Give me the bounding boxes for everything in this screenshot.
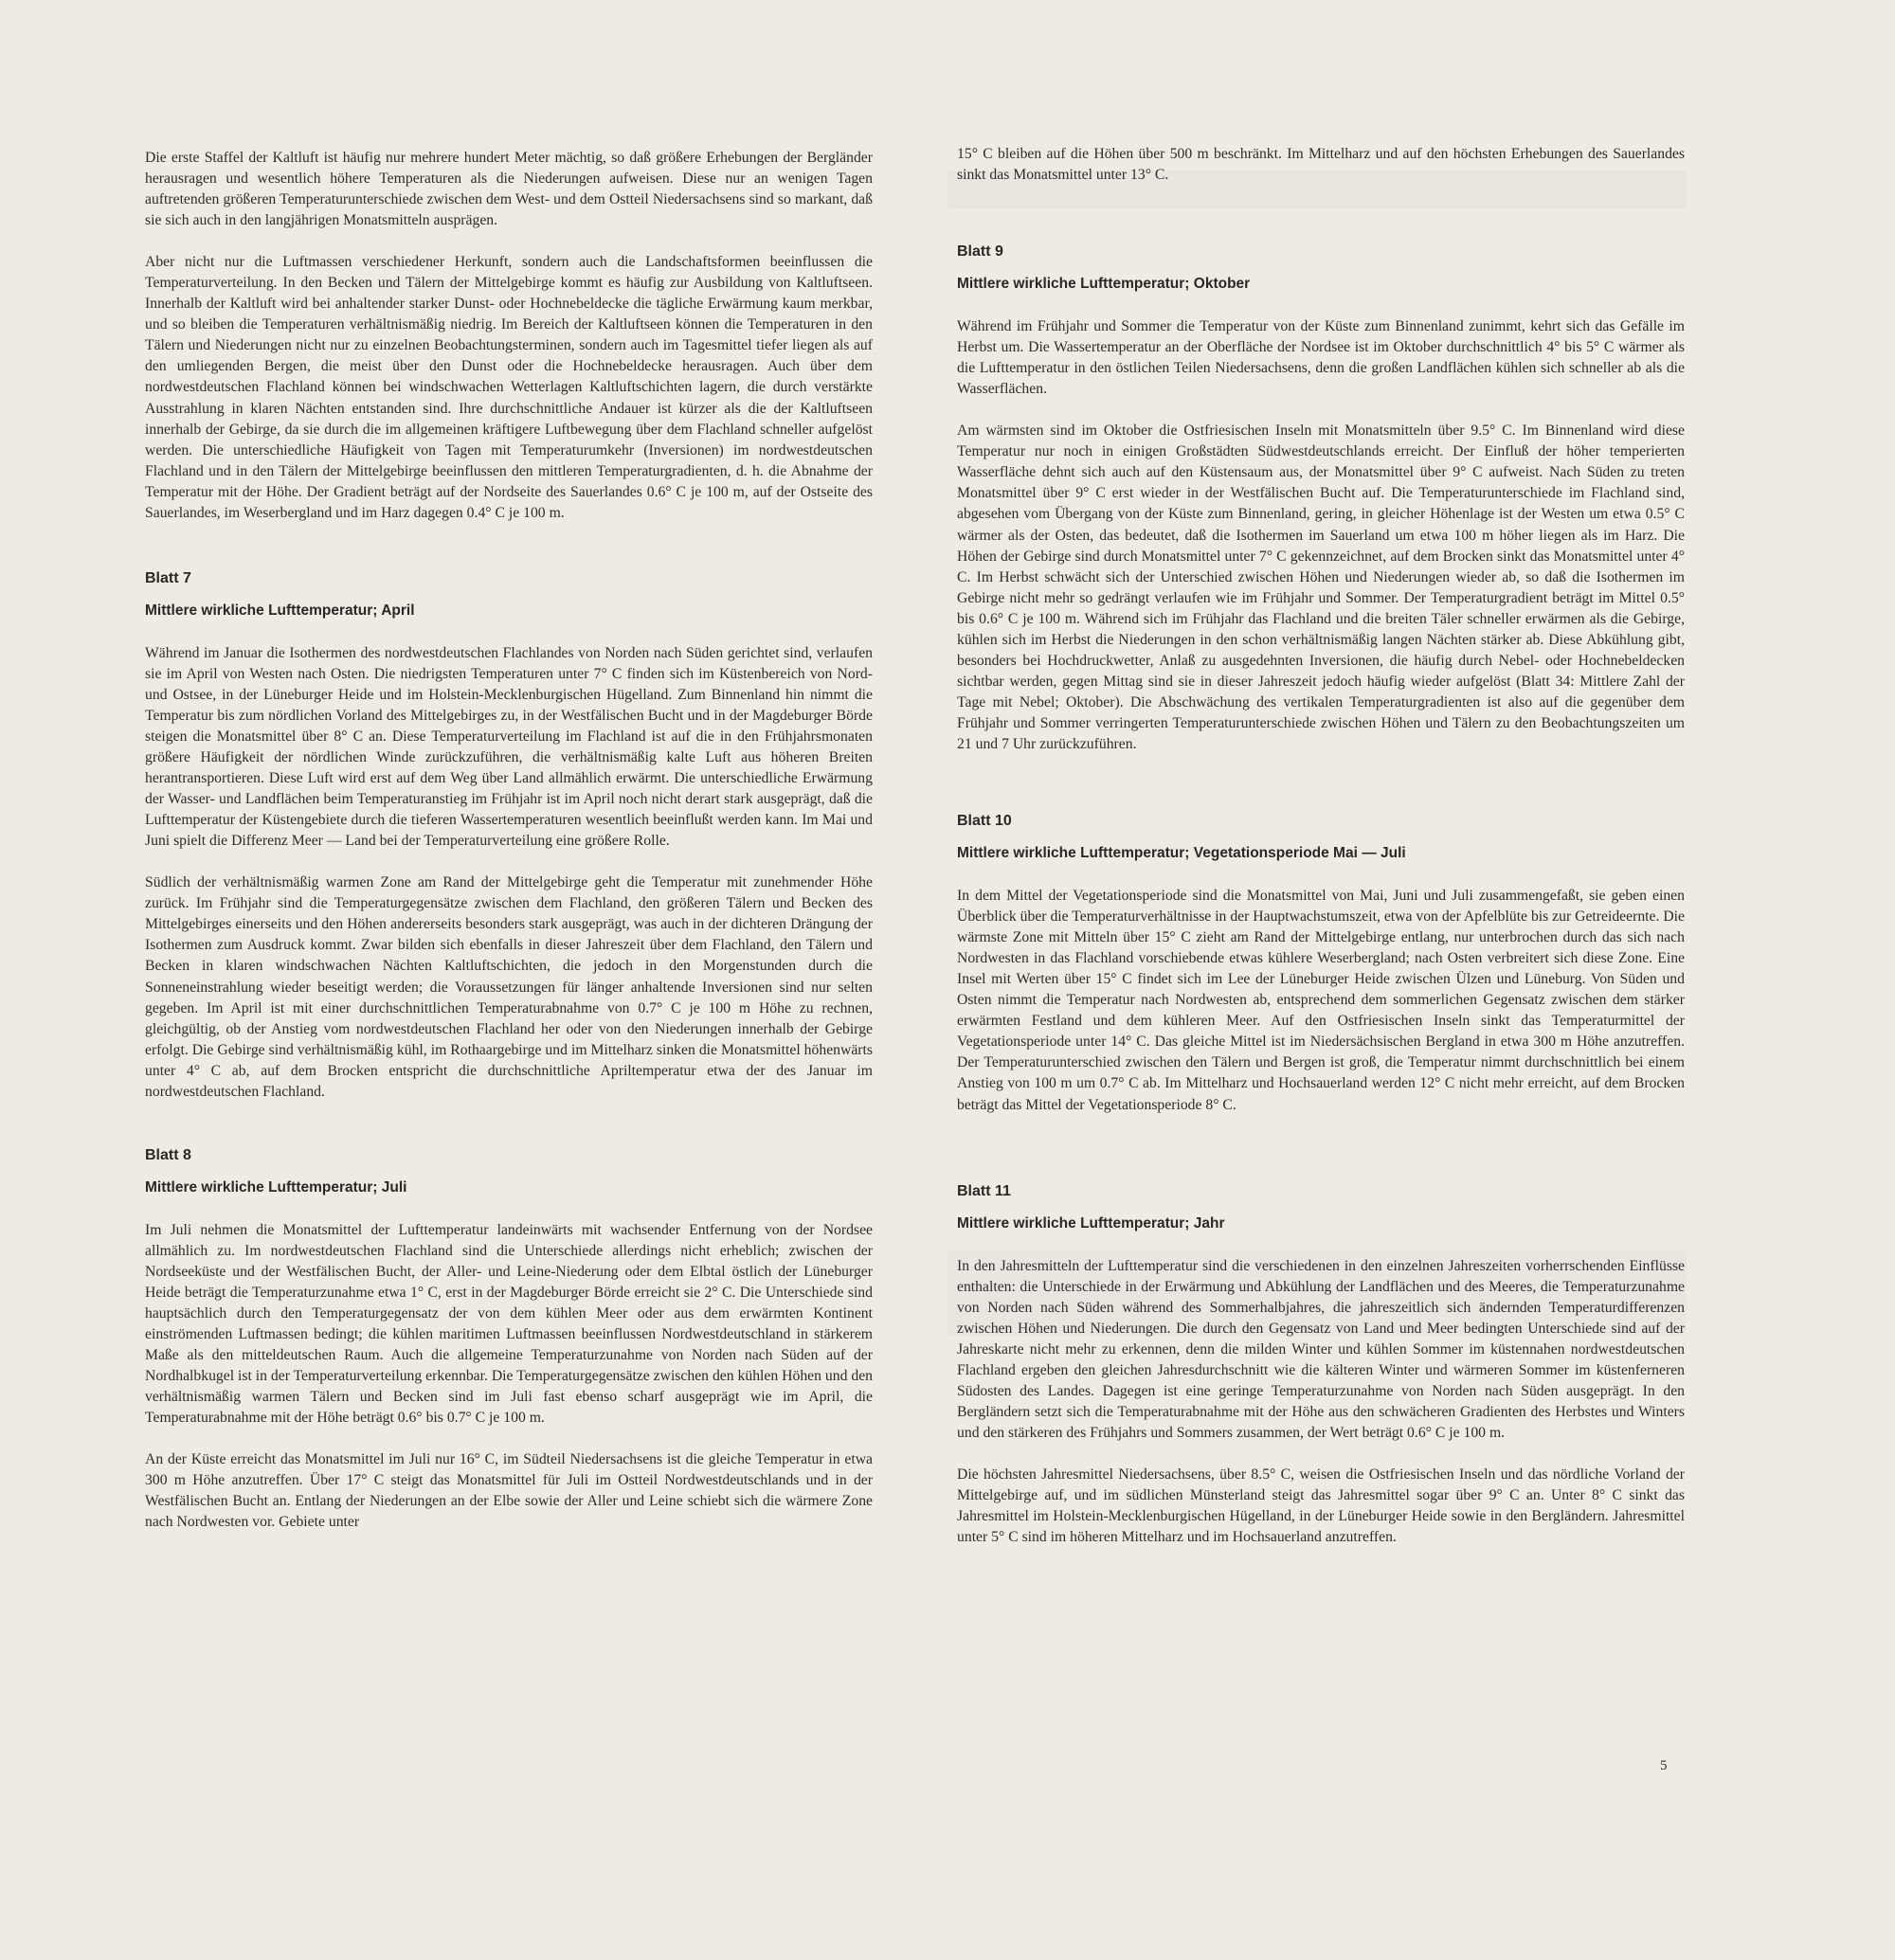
paragraph: Am wärmsten sind im Oktober die Ostfriesischen Inseln mit Monatsmitteln über 9.5° C. Im Binnenland wird diese Temperatur nur noch in einigen Großstädten Südwestdeutschlands erreicht. Der Einfluß der höher temperierten Wasserfläche dehnt sich auch auf den Küstensaum aus, der Monatsmittel über 9° C aufweist. Nach Süden zu treten Monatsmittel über 9° C erst wieder in der Westfälischen Bucht auf. Die Temperaturunterschiede im Flachland sind, abgesehen vom Übergang von der Küste zum Binnenland, gering, in gleicher Höhenlage ist der Westen um etwa 0.5° C wärmer als der Osten, das bedeutet, daß die Isothermen im Sauerland um etwa 100 m höher liegen als im Harz. Die Höhen der Gebirge sind durch Monatsmittel unter 7° C gekennzeichnet, auf dem Brocken sinkt das Monatsmittel unter 4° C. Im Herbst schwächt sich der Unterschied zwischen Höhen und Niederungen wieder ab, so daß die Isothermen im Gebirge nicht mehr so gedrängt verlaufen wie im Frühjahr und Sommer. Der Temperaturgradient beträgt im Mittel 0.5° bis 0.6° C je 100 m. Während sich im Frühjahr das Flachland und die breiten Täler schneller erwärmen als die Gebirge, kühlen sich im Herbst die Niederungen in den schon verhältnismäßig langen Nächten stärker ab. Diese Abkühlung gibt, besonders bei Hochdruckwetter, Anlaß zu ausgedehnten Inversionen, die häufig durch Nebel- oder Hochnebeldecken sichtbar werden, gegen Mittag sind sie in dieser Jahreszeit jedoch häufig wieder aufgelöst (Blatt 34: Mittlere Zahl der Tage mit Nebel; Oktober). Die Abschwächung des vertikalen Temperaturgradienten ist also auf die gegenüber dem Frühjahr und Sommer verringerten Temperaturunterschiede zwischen Höhen und Tälern zu den Beobachtungszeiten um 21 und 7 Uhr zurückzuführen. (957, 423, 1685, 752)
section-title: Mittlere wirkliche Lufttemperatur; Oktober (957, 276, 1251, 293)
right-column (957, 144, 1685, 1548)
paragraph: Die höchsten Jahresmittel Niedersachsens, über 8.5° C, weisen die Ostfriesischen Inseln und das nördliche Vorland der Mittelgebirge auf, und im südlichen Münsterland steigt das Jahresmittel sogar über 9° C an. Unter 8° C sinkt das Jahresmittel im Holstein-Mecklenburgischen Hügelland, in der Lüneburger Heide sowie in den Bergländern. Jahresmittel unter 5° C sind im höheren Mittelharz und im Hochsauerland anzutreffen. (957, 1466, 1685, 1546)
section-number: Blatt 8 (145, 1146, 191, 1163)
paragraph: An der Küste erreicht das Monatsmittel im Juli nur 16° C, im Südteil Niedersachsens ist die gleiche Temperatur in etwa 300 m Höhe anzutreffen. Über 17° C steigt das Monatsmittel für Juli im Ostteil Nordwestdeutschlands und in der Westfälischen Bucht an. Entlang der Niederungen an der Elbe sowie der Aller und Leine schiebt sich die wärmere Zone nach Nordwesten vor. Gebiete unter (145, 1451, 873, 1531)
paragraph: In den Jahresmitteln der Lufttemperatur sind die verschiedenen in den einzelnen Jahreszeiten vorherrschenden Einflüsse enthalten: die Unterschiede in der Erwärmung und Abkühlung der Landflächen und des Meeres, die Temperaturzunahme von Norden nach Süden während des Sommerhalbjahres, die jahreszeitlich sich ändernden Temperaturdifferenzen zwischen Höhen und Niederungen. Die durch den Gegensatz von Land und Meer bedingten Unterschiede sind auf der Jahreskarte nicht mehr zu erkennen, denn die milden Winter und kühlen Sommer im küstennahen nordwestdeutschen Flachland ergeben den gleichen Jahresdurchschnitt wie die kälteren Winter und wärmeren Sommer im küstenferneren Südosten des Landes. Dagegen ist eine geringe Temperaturzunahme von Norden nach Süden ausgeprägt. In den Bergländern setzt sich die Temperaturabnahme mit der Höhe aus den schwächeren Gradienten des Herbstes und Winters und den stärkeren des Frühjahrs und Sommers zusammen, der Wert beträgt 0.6° C je 100 m. (957, 1257, 1685, 1441)
section-title: Mittlere wirkliche Lufttemperatur; Vegetationsperiode Mai — Juli (957, 845, 1406, 862)
section-number: Blatt 10 (957, 813, 1012, 830)
paragraph: Südlich der verhältnismäßig warmen Zone am Rand der Mittelgebirge geht die Temperatur mit zunehmender Höhe zurück. Im Frühjahr sind die Temperaturgegensätze zwischen dem Flachland, den größeren Tälern und Becken des Mittelgebirges einerseits und den Höhen andererseits besonders stark ausgeprägt, was auch in der dichteren Drängung der Isothermen zum Ausdruck kommt. Zwar bilden sich ebenfalls in dieser Jahreszeit über dem Flachland, den Tälern und Becken in klaren windschwachen Nächten Kaltluftschichten, die jedoch in den Morgenstunden durch die Sonneneinstrahlung wieder beseitigt werden; die Voraussetzungen für länger anhaltende Inversionen sind nur selten gegeben. Im April ist mit einer durchschnittlichen Temperaturabnahme von 0.7° C je 100 m Höhe zu rechnen, gleichgültig, ob der Anstieg vom nordwestdeutschen Flachland her oder von den Niederungen innerhalb der Gebirge erfolgt. Die Gebirge sind verhältnismäßig kühl, im Rothaargebirge und im Mittelharz sinken die Monatsmittel höhenwärts unter 4° C ab, auf dem Brocken entspricht die durchschnittliche Apriltemperatur etwa der des Januar im nordwestdeutschen Flachland. (145, 874, 873, 1100)
page-number: 5 (1660, 1758, 1668, 1773)
section-title: Mittlere wirkliche Lufttemperatur; Juli (145, 1178, 407, 1196)
paragraph: Während im Frühjahr und Sommer die Temperatur von der Küste zum Binnenland zunimmt, kehrt sich das Gefälle im Herbst um. Die Wassertemperatur an der Oberfläche der Nordsee ist im Oktober durchschnittlich 4° bis 5° C wärmer als die Lufttemperatur in den östlichen Teilen Niedersachsens, denn die großen Landflächen kühlen sich schneller ab als die Wasserflächen. (957, 318, 1685, 398)
paragraph: Während im Januar die Isothermen des nordwestdeutschen Flachlandes von Norden nach Süden gerichtet sind, verlaufen sie im April von Westen nach Osten. Die niedrigsten Temperaturen unter 7° C finden sich im Küstenbereich von Nord- und Ostsee, in der Lüneburger Heide und im Holstein-Mecklenburgischen Hügelland. Zum Binnenland hin nimmt die Temperatur bis zum nördlichen Vorland des Mittelgebirges zu, in der Westfälischen Bucht und in der Magdeburger Börde steigen die Monatsmittel über 8° C an. Diese Temperaturverteilung im Flachland ist auf die in den Frühjahrsmonaten größere Häufigkeit der nördlichen Winde zurückzuführen, die verhältnismäßig kalte Luft aus höheren Breiten herantransportieren. Diese Luft wird erst auf dem Weg über Land allmählich erwärmt. Die unterschiedliche Erwärmung der Wasser- und Landflächen beim Temperaturanstieg im Frühjahr ist im April noch nicht derart stark ausgeprägt, daß die Lufttemperatur der Küstengebiete durch die tieferen Wassertemperaturen wesentlich beeinflußt werden kann. Im Mai und Juni spielt die Differenz Meer — Land bei der Temperaturverteilung eine größere Rolle. (145, 644, 873, 850)
section-number: Blatt 11 (957, 1182, 1011, 1199)
section-title: Mittlere wirkliche Lufttemperatur; April (145, 602, 415, 619)
paragraph: Die erste Staffel der Kaltluft ist häufig nur mehrere hundert Meter mächtig, so daß größere Erhebungen der Bergländer herausragen und wesentlich höhere Temperaturen als die Niederungen aufweisen. Diese nur an wenigen Tagen auftretenden größeren Temperaturunterschiede zwischen dem West- und dem Ostteil Niedersachsens sind so markant, daß sie sich auch in den langjährigen Monatsmitteln ausprägen. (145, 150, 873, 229)
paragraph: Im Juli nehmen die Monatsmittel der Lufttemperatur landeinwärts mit wachsender Entfernung von der Nordsee allmählich zu. Im nordwestdeutschen Flachland sind die Unterschiede allerdings nicht erheblich; zwischen der Nordseeküste und der Westfälischen Bucht, der Aller- und Leine-Niederung oder dem Elbtal östlich der Lüneburger Heide beträgt die Temperaturzunahme etwa 1° C, erst in der Magdeburger Börde erreicht sie 2° C. Die Unterschiede sind hauptsächlich durch den Temperaturgegensatz der von dem kühlen Meer oder aus dem erwärmten Kontinent einströmenden Luftmassen bedingt; die kühlen maritimen Luftmassen beeinflussen Nordwestdeutschland in stärkerem Maße als den mitteldeutschen Raum. Auch die allgemeine Temperaturzunahme von Norden nach Süden auf der Nordhalbkugel ist in der Temperaturverteilung erkennbar. Die Temperaturgegensätze zwischen den kühlen Höhen und den verhältnismäßig warmen Tälern und Becken sind im Juli fast ebenso scharf ausgeprägt wie im April, die Temperaturabnahme mit der Höhe beträgt 0.6° bis 0.7° C je 100 m. (145, 1221, 873, 1427)
paragraph: 15° C bleiben auf die Höhen über 500 m beschränkt. Im Mittelharz und auf den höchsten Erhebungen des Sauerlandes sinkt das Monatsmittel unter 13° C. (957, 146, 1685, 184)
left-column (145, 148, 873, 1533)
paragraph: In dem Mittel der Vegetationsperiode sind die Monatsmittel von Mai, Juni und Juli zusammengefaßt, sie geben einen Überblick über die Temperaturverhältnisse in der Hauptwachstumszeit, etwa von der Apfelblüte bis zur Getreideernte. Die wärmste Zone mit Mitteln über 15° C zieht am Rand der Mittelgebirge entlang, nur unterbrochen durch das sich nach Nordwesten in das Flachland vorschiebende etwas kühlere Weserbergland; nach Osten verbreitert sich diese Zone. Eine Insel mit Werten über 15° C findet sich im Lee der Lüneburger Heide zwischen Ülzen und Lüneburg. Von Süden und Osten nimmt die Temperatur nach Nordwesten ab, entsprechend dem sommerlichen Gegensatz zwischen dem stärker erwärmten Festland und dem kühleren Meer. Auf den Ostfriesischen Inseln sinkt das Temperaturmittel der Vegetationsperiode unter 14° C. Das gleiche Mittel ist im Niedersächsischen Bergland in etwa 300 m Höhe anzutreffen. Der Temperaturunterschied zwischen den Tälern und Bergen ist groß, die Temperatur nimmt durchschnittlich bei einem Anstieg von 100 m um 0.7° C ab. Im Mittelharz und Hochsauerland werden 12° C nicht mehr erreicht, auf dem Brocken beträgt das Mittel der Vegetationsperiode 8° C. (957, 888, 1685, 1113)
section-title: Mittlere wirkliche Lufttemperatur; Jahr (957, 1214, 1225, 1232)
paragraph: Aber nicht nur die Luftmassen verschiedener Herkunft, sondern auch die Landschaftsformen beeinflussen die Temperaturverteilung. In den Becken und Tälern der Mittelgebirge kommt es häufig zur Ausbildung von Kaltluftseen. Innerhalb der Kaltluft wird bei anhaltender starker Dunst- oder Hochnebeldecke die tägliche Erwärmung kaum merkbar, und so bleiben die Temperaturen verhältnismäßig niedrig. Im Bereich der Kaltluftseen können die Temperaturen in den Tälern und Niederungen nicht nur zu einzelnen Beobachtungsterminen, sondern auch im Tagesmittel tiefer liegen als auf den umliegenden Bergen, die meist über den Dunst oder die Hochnebeldecke herausragen. Auch über dem nordwestdeutschen Flachland können bei windschwachen Wetterlagen Kaltluftschichten lagern, die durch verstärkte Ausstrahlung in klaren Nächten entstanden sind. Ihre durchschnittliche Andauer ist kürzer als die der Kaltluftseen innerhalb der Gebirge, da sie durch die im allgemeinen kräftigere Luftbewegung über dem Flachland schneller aufgelöst werden. Die unterschiedliche Häufigkeit von Tagen mit Temperaturumkehr (Inversionen) im nordwestdeutschen Flachland und in den Tälern der Mittelgebirge beeinflussen den mittleren Temperaturgradienten, d. h. die Abnahme der Temperatur mit der Höhe. Der Gradient beträgt auf der Nordseite des Sauerlandes 0.6° C je 100 m, auf der Ostseite des Sauerlandes, im Weserbergland und im Harz dagegen 0.4° C je 100 m. (145, 254, 873, 521)
section-number: Blatt 9 (957, 243, 1003, 261)
section-number: Blatt 7 (145, 569, 191, 586)
